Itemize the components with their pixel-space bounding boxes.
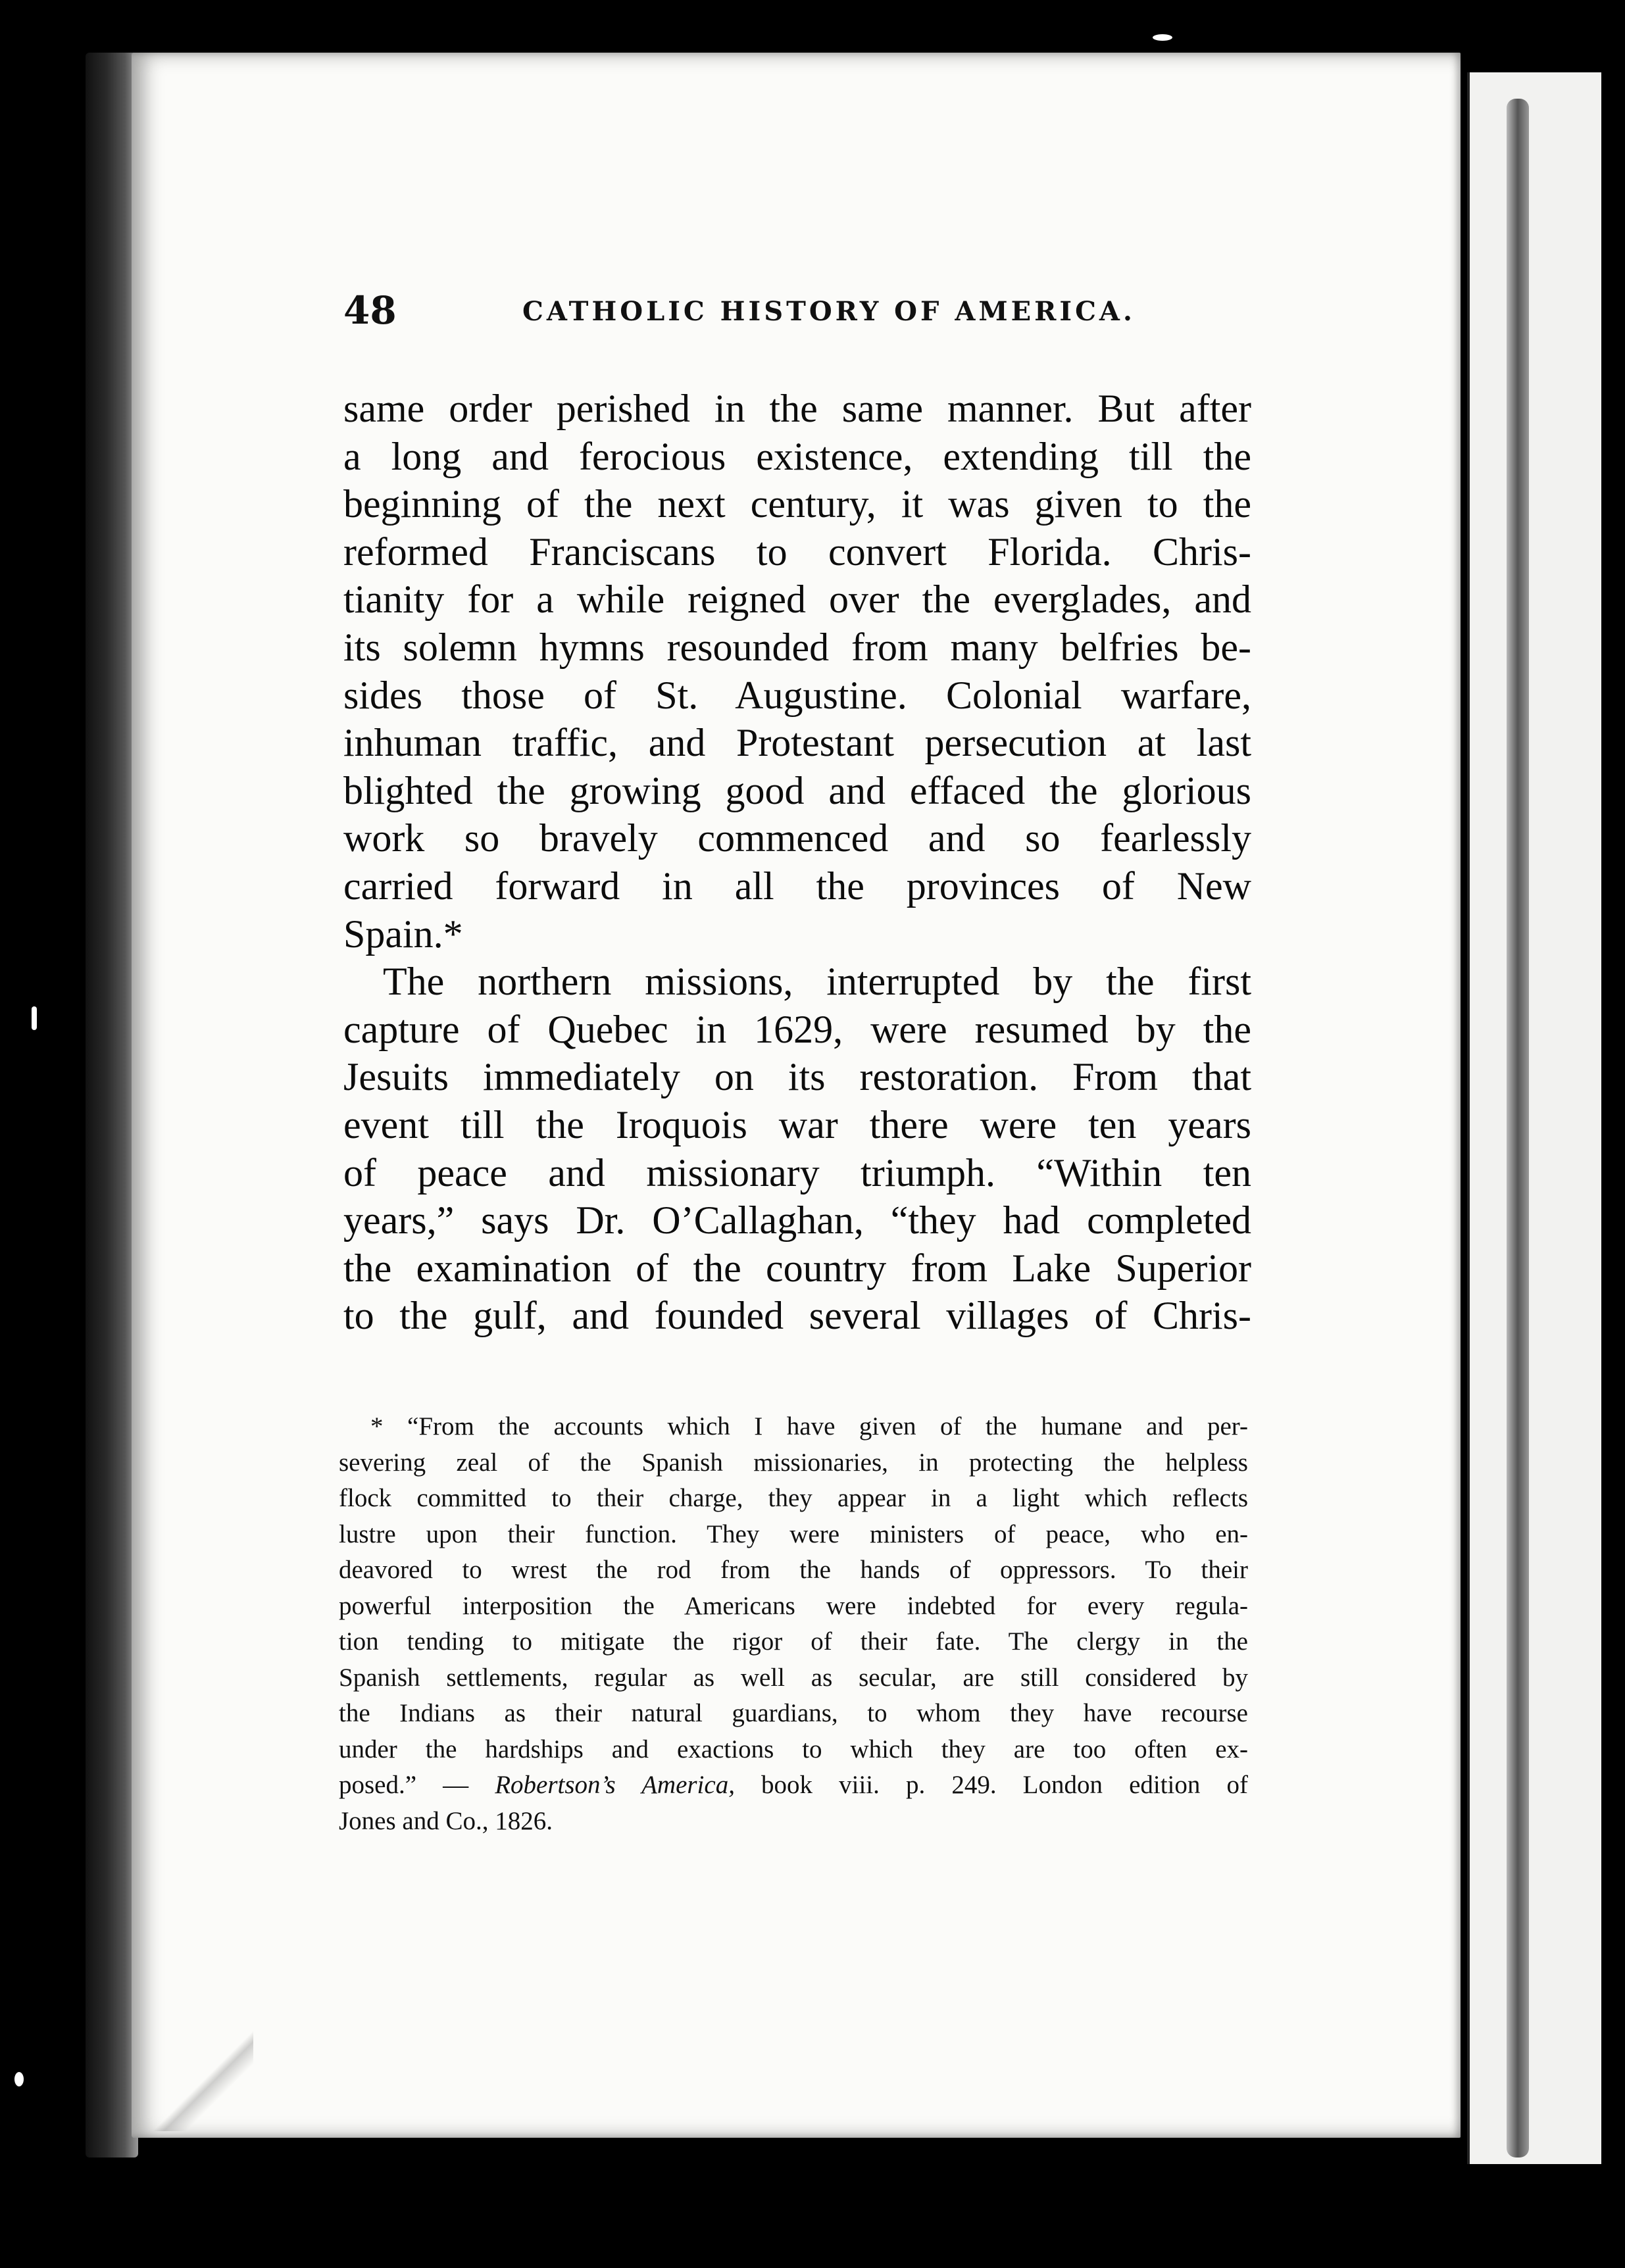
scan-speck — [32, 1006, 37, 1030]
text-line: work so bravely commenced and so fearlessly — [343, 816, 1251, 860]
text-line: the examination of the country from Lake Superior — [343, 1246, 1251, 1290]
text-line: sides those of St. Augustine. Colonial warfare, — [343, 673, 1251, 717]
page-header — [343, 288, 1251, 341]
text-line: of peace and missionary triumph. “Within ten — [343, 1150, 1251, 1195]
citation-work: Robertson’s America, — [495, 1771, 735, 1799]
citation-tail: book viii. p. 249. London edition of — [734, 1771, 1248, 1799]
text-line: capture of Quebec in 1629, were resumed by the — [343, 1007, 1251, 1051]
citation-lead: posed.” — — [339, 1771, 495, 1799]
text-line: same order perished in the same manner. But after — [343, 387, 1251, 430]
footnote-line: powerful interposition the Americans were indebted for every regula- — [339, 1591, 1248, 1620]
text-line: Spain.* — [343, 912, 463, 956]
text-line: its solemn hymns resounded from many belfries be- — [343, 625, 1251, 669]
footnote-line: Spanish settlements, regular as well as secular, are still considered by — [339, 1663, 1248, 1692]
footnote-line: Jones and Co., 1826. — [339, 1806, 553, 1835]
footnote-line: flock committed to their charge, they appear in a light which reflects — [339, 1484, 1248, 1512]
book-spine — [86, 53, 138, 2157]
scan-speck — [14, 2072, 24, 2086]
text-line: beginning of the next century, it was given to the — [343, 482, 1251, 526]
footnote-line: severing zeal of the Spanish missionaries, in protecting the helpless — [339, 1448, 1248, 1477]
facing-page-edge — [1467, 72, 1601, 2164]
text-line: carried forward in all the provinces of New — [343, 864, 1251, 908]
text-line: blighted the growing good and effaced the glorious — [343, 768, 1251, 812]
footnote-line: * “From the accounts which I have given of the humane and per- — [370, 1412, 1248, 1441]
text-line: inhuman traffic, and Protestant persecution at last — [343, 721, 1251, 765]
body-text — [343, 385, 1251, 1340]
text-line: a long and ferocious existence, extending till the — [343, 434, 1251, 478]
text-line: reformed Franciscans to convert Florida. Chris- — [343, 530, 1251, 574]
text-line: Jesuits immediately on its restoration. From that — [343, 1055, 1251, 1099]
page-number: 48 — [343, 288, 397, 333]
scan-speck — [1153, 34, 1172, 41]
text-line: event till the Iroquois war there were ten years — [343, 1102, 1251, 1146]
text-line: to the gulf, and founded several villages of Chris- — [343, 1294, 1251, 1338]
text-line: tianity for a while reigned over the everglades, and — [343, 578, 1251, 622]
footnote-citation-line — [339, 1767, 1248, 1804]
page-corner-fold — [135, 2026, 253, 2131]
text-line: The northern missions, interrupted by the first — [383, 960, 1251, 1004]
text-line: years,” says Dr. O’Callaghan, “they had completed — [343, 1198, 1251, 1243]
footnote-line: deavored to wrest the rod from the hands of oppressors. To their — [339, 1556, 1248, 1584]
footnote-line: the Indians as their natural guardians, to whom they have recourse — [339, 1699, 1248, 1727]
footnote-line: lustre upon their function. They were ministers of peace, who en- — [339, 1519, 1248, 1548]
facing-page-shadow — [1507, 99, 1529, 2157]
footnote-line: under the hardships and exactions to which they are too often ex- — [339, 1735, 1248, 1763]
running-head: CATHOLIC HISTORY OF AMERICA. — [522, 296, 1136, 327]
footnote-line: tion tending to mitigate the rigor of their fate. The clergy in the — [339, 1627, 1248, 1656]
footnote — [339, 1409, 1248, 1839]
